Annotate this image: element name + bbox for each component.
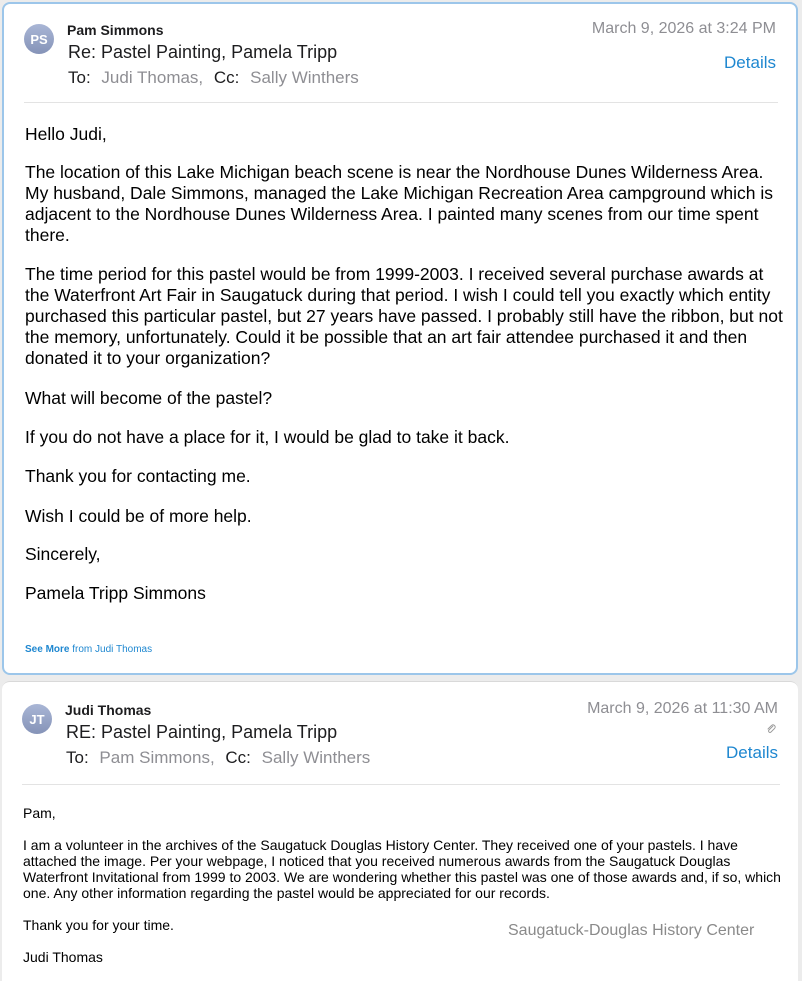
recipients-line [68,68,359,88]
cc-label: Cc: [225,748,251,767]
body-paragraph: Wish I could be of more help. [25,506,252,526]
cc-recipient[interactable]: Sally Winthers [261,748,371,767]
body-paragraph: Judi Thomas [23,949,103,965]
body-paragraph: Hello Judi, [25,124,107,144]
to-label: To: [66,748,89,767]
body-paragraph: The location of this Lake Michigan beach scene is near the Nordhouse Dunes Wilderness Area. My husband, Dale Simmons, managed the Lake Michigan Recreation Area campground which is adjacent to the Nordhouse Dunes Wilderness Area. I painted many scenes from our time spent there. [25,162,774,245]
watermark: Saugatuck-Douglas History Center [508,922,755,939]
body-paragraph: Pam, [23,805,56,821]
message-card-pam-simmons[interactable] [2,2,798,675]
paperclip-icon [766,724,776,734]
cc-label: Cc: [213,68,240,87]
see-more-label[interactable]: See More [25,644,70,655]
details-link[interactable]: Details [724,53,776,72]
body-paragraph: The time period for this pastel would be from 1999-2003. I received several purchase awards at the Waterfront Art Fair in Saugatuck during that period. I wish I could tell you exactly which entity purchased this particular pastel, but 27 years have passed. I probably still have the ribbon, but not the memory, unfortunately. Could it be possible that an art fair attendee purchased it and then donated it to your organization? [25,264,783,368]
sender-name: Judi Thomas [65,702,152,718]
body-paragraph: Thank you for your time. [23,917,174,933]
avatar: JT [22,704,52,734]
message-subject: RE: Pastel Painting, Pamela Tripp [66,722,338,742]
body-paragraph: If you do not have a place for it, I would be glad to take it back. [25,427,510,447]
see-more-link[interactable] [25,644,152,655]
to-label: To: [68,68,91,87]
cc-recipient[interactable]: Sally Winthers [250,68,359,87]
header-divider [22,784,780,785]
message-date: March 9, 2026 at 11:30 AM [587,700,778,717]
body-paragraph: Pamela Tripp Simmons [25,583,206,603]
see-more-from: from Judi Thomas [72,644,153,655]
message-date: March 9, 2026 at 3:24 PM [591,20,776,37]
body-paragraph: I am a volunteer in the archives of the Saugatuck Douglas History Center. They received one of your pastels. I have attached the image. Per your webpage, I noticed that you received numerous awards from the Saugatuck Douglas Waterfront Invitational from 1999 to 2003. We are wondering whether this pastel was one of those awards and, if so, which one. Any other information regarding the pastel would be appreciated for our records. [23,837,781,901]
header-divider [24,102,778,103]
body-paragraph: Thank you for contacting me. [25,466,251,486]
message-subject: Re: Pastel Painting, Pamela Tripp [68,42,338,62]
avatar: PS [24,24,54,54]
to-recipient[interactable]: Judi Thomas, [101,68,204,87]
body-paragraph: What will become of the pastel? [25,388,273,408]
to-recipient[interactable]: Pam Simmons, [99,748,215,767]
body-paragraph: Sincerely, [25,544,101,564]
sender-name: Pam Simmons [67,22,164,38]
details-link[interactable]: Details [726,743,778,762]
recipients-line [66,748,370,768]
